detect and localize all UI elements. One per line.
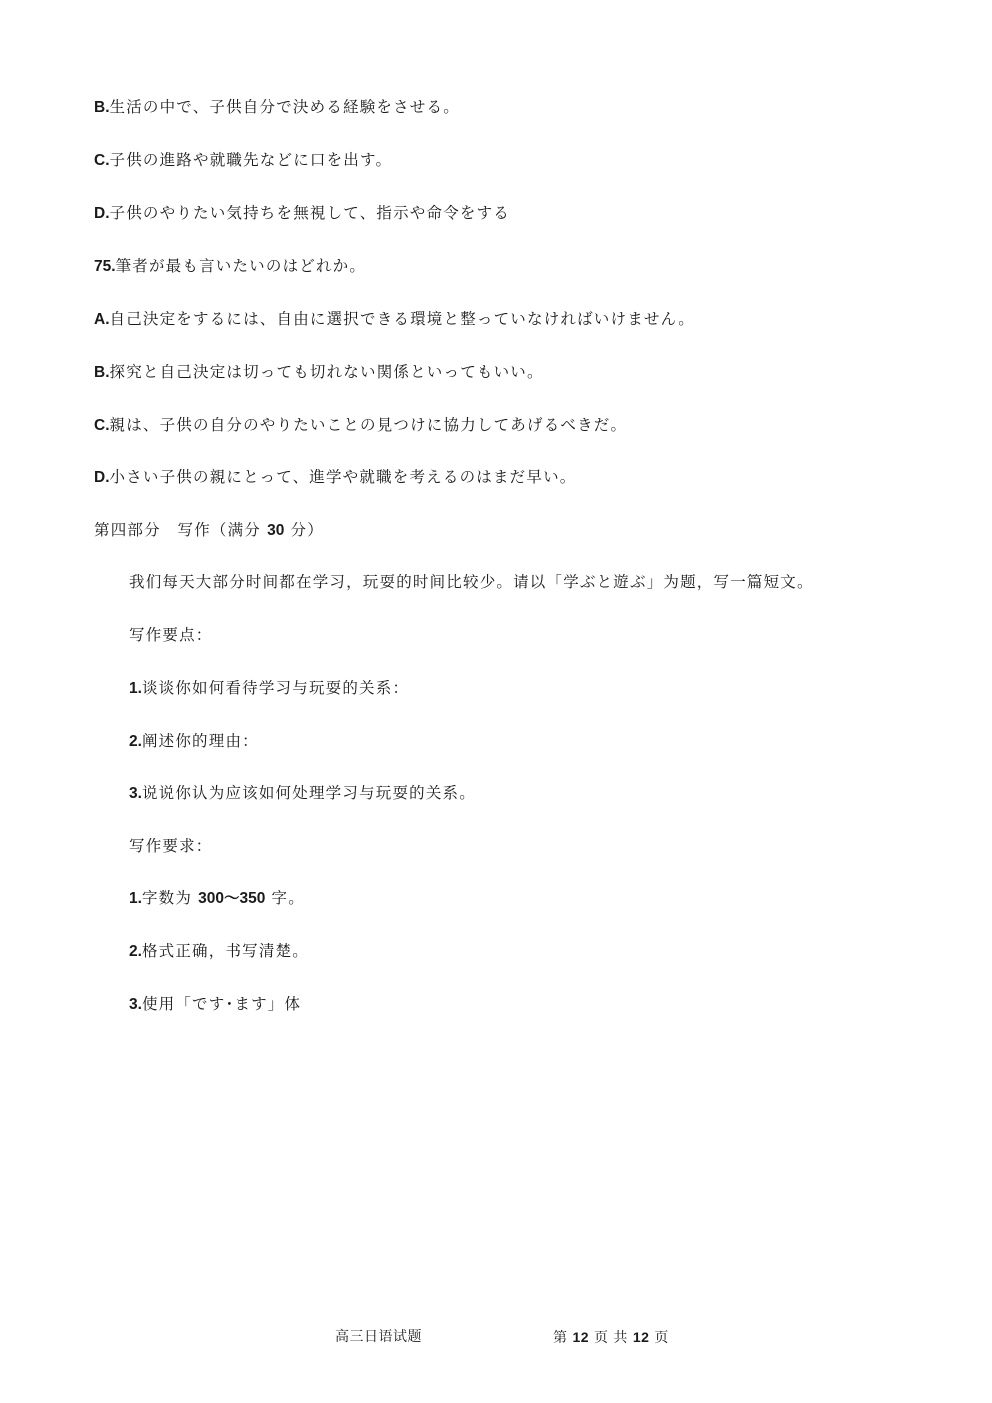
footer-subject: 高三日语试题 xyxy=(335,1329,422,1345)
q75-question xyxy=(94,256,366,277)
q75-option-d xyxy=(94,467,576,488)
requirement-text: 使用「です･ます」体 xyxy=(141,995,302,1013)
requirement-number: 1. xyxy=(129,890,142,907)
option-text: 子供の進路や就職先などに口を出す。 xyxy=(109,151,393,169)
requirement-2 xyxy=(129,941,309,962)
option-text: 探究と自己決定は切っても切れない関係といってもいい。 xyxy=(109,363,544,381)
option-text: 自己決定をするには、自由に選択できる環境と整っていなければいけません。 xyxy=(109,310,695,328)
point-text: 说说你认为应该如何处理学习与玩耍的关系。 xyxy=(141,784,476,802)
option-text: 小さい子供の親にとって、進学や就職を考えるのはまだ早い。 xyxy=(109,468,577,486)
option-label: C. xyxy=(94,152,110,169)
option-text: 子供のやりたい気持ちを無視して、指示や命令をする xyxy=(109,204,510,222)
section-title-prefix: 第四部分 写作（满分 xyxy=(94,521,268,539)
requirements-heading: 写作要求： xyxy=(129,837,213,855)
page-total: 12 xyxy=(632,1329,650,1345)
q74-option-d xyxy=(94,203,510,224)
section-title-suffix: 分） xyxy=(284,521,324,539)
q74-option-b xyxy=(94,97,460,118)
q74-option-c xyxy=(94,150,392,171)
requirement-number: 2. xyxy=(129,943,142,960)
footer-page-number xyxy=(553,1327,669,1348)
requirement-3 xyxy=(129,994,301,1015)
option-text: 生活の中で、子供自分で決める経験をさせる。 xyxy=(109,98,460,116)
option-label: A. xyxy=(94,311,110,328)
q75-option-b xyxy=(94,362,544,383)
points-heading: 写作要点： xyxy=(129,626,213,644)
page-middle: 页 共 xyxy=(589,1330,633,1346)
point-text: 阐述你的理由： xyxy=(141,732,259,750)
point-number: 1. xyxy=(129,680,142,697)
page-prefix: 第 xyxy=(553,1330,573,1346)
requirement-1 xyxy=(129,888,305,909)
question-number: 75. xyxy=(94,258,116,275)
writing-point-3 xyxy=(129,783,476,804)
point-number: 3. xyxy=(129,785,142,802)
q75-option-a xyxy=(94,309,695,330)
question-text: 筆者が最も言いたいのはどれか。 xyxy=(115,257,367,275)
option-label: D. xyxy=(94,205,110,222)
writing-point-2 xyxy=(129,731,259,752)
section-title xyxy=(94,520,324,541)
section-score: 30 xyxy=(267,522,285,539)
requirement-text-c: 字。 xyxy=(265,889,305,907)
page-current: 12 xyxy=(572,1329,590,1345)
option-text: 親は、子供の自分のやりたいことの見つけに協力してあげるべきだ。 xyxy=(109,416,628,434)
writing-prompt: 我们每天大部分时间都在学习，玩耍的时间比较少。请以「学ぶと遊ぶ」为题，写一篇短文。 xyxy=(129,573,814,591)
option-label: B. xyxy=(94,364,110,381)
requirement-text-a: 字数为 xyxy=(141,889,199,907)
requirement-text: 格式正确，书写清楚。 xyxy=(141,942,309,960)
requirement-number: 3. xyxy=(129,996,142,1013)
q75-option-c xyxy=(94,415,627,436)
option-label: D. xyxy=(94,469,110,486)
requirement-word-count: 300～350 xyxy=(198,890,266,907)
option-label: B. xyxy=(94,99,110,116)
writing-point-1 xyxy=(129,678,409,699)
page-suffix: 页 xyxy=(649,1330,669,1346)
option-label: C. xyxy=(94,417,110,434)
point-number: 2. xyxy=(129,733,142,750)
point-text: 谈谈你如何看待学习与玩耍的关系： xyxy=(141,679,410,697)
